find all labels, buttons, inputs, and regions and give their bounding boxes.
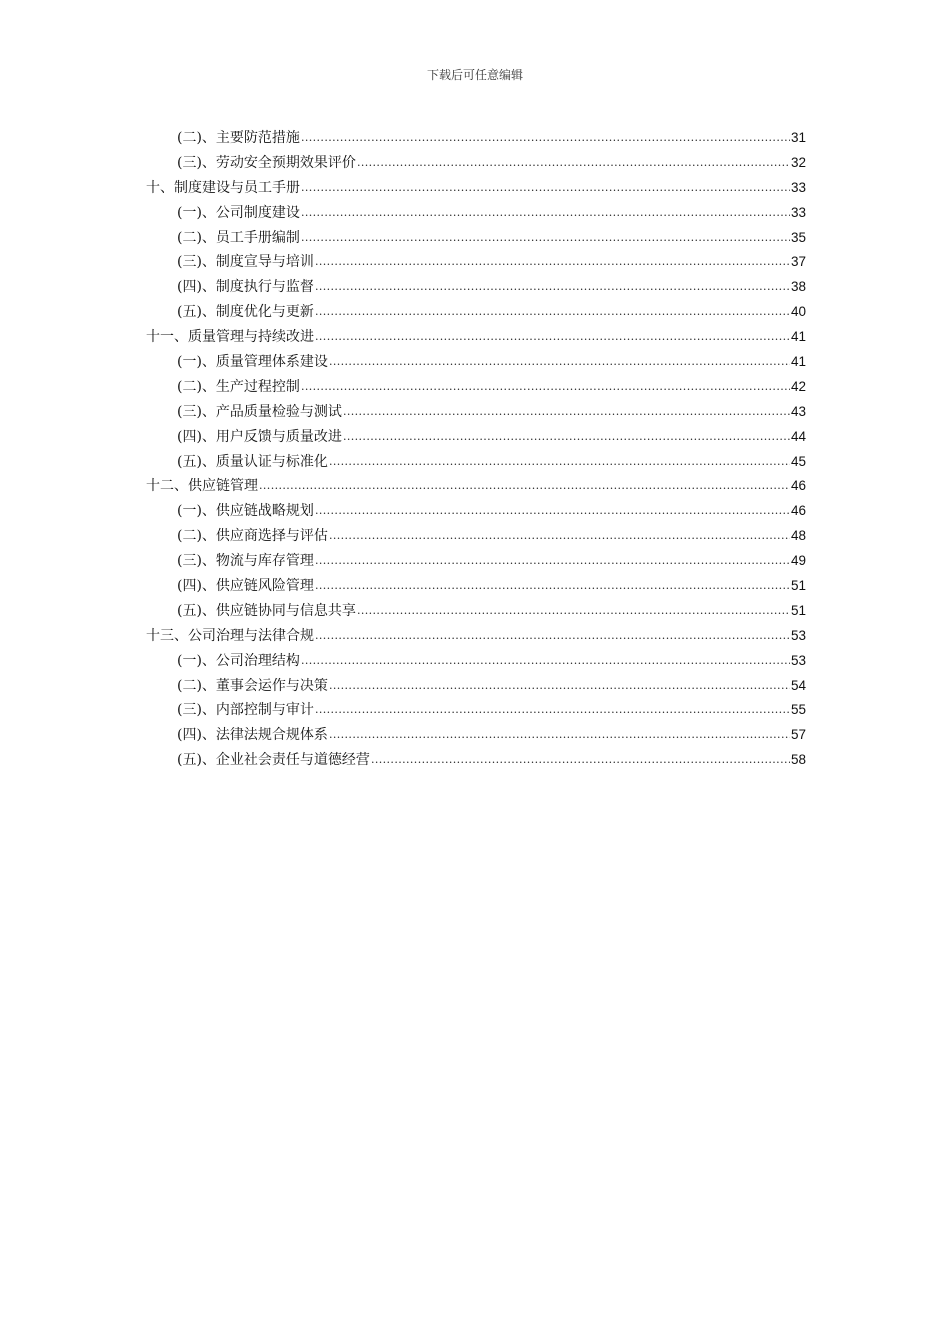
toc-entry-page-number: 38 — [790, 279, 806, 295]
toc-entry[interactable] — [146, 723, 806, 748]
toc-entry[interactable] — [146, 624, 806, 649]
toc-entry[interactable] — [146, 698, 806, 723]
toc-entry[interactable] — [146, 275, 806, 300]
toc-entry-label: (一)、公司治理结构 — [177, 652, 300, 669]
toc-dot-leader — [315, 548, 790, 574]
toc-dot-leader — [301, 225, 790, 251]
toc-entry-label: (二)、主要防范措施 — [177, 130, 300, 146]
toc-entry-page-number: 53 — [790, 652, 806, 668]
toc-entry-label: (五)、企业社会责任与道德经营 — [177, 752, 370, 769]
toc-entry[interactable] — [146, 151, 806, 176]
toc-entry-page-number: 31 — [790, 130, 806, 145]
toc-dot-leader — [329, 673, 790, 699]
toc-dot-leader — [357, 150, 790, 176]
toc-entry-label: (一)、供应链战略规划 — [177, 503, 314, 520]
toc-entry-page-number: 32 — [790, 154, 806, 170]
toc-entry[interactable] — [146, 574, 806, 599]
toc-dot-leader — [315, 623, 790, 649]
toc-entry[interactable] — [146, 549, 806, 574]
toc-dot-leader — [301, 125, 790, 151]
toc-entry[interactable] — [146, 499, 806, 524]
toc-entry[interactable] — [146, 300, 806, 325]
toc-entry-page-number: 33 — [790, 179, 806, 195]
toc-entry-label: (二)、员工手册编制 — [177, 229, 300, 246]
toc-entry-label: (二)、生产过程控制 — [177, 378, 300, 395]
toc-entry[interactable] — [146, 674, 806, 699]
toc-entry-page-number: 43 — [790, 403, 806, 419]
toc-entry-page-number: 46 — [790, 503, 806, 519]
toc-entry-label: (三)、制度宣导与培训 — [177, 254, 314, 271]
table-of-contents — [146, 126, 806, 773]
toc-entry[interactable] — [146, 599, 806, 624]
toc-dot-leader — [371, 747, 790, 773]
toc-entry[interactable] — [146, 450, 806, 475]
toc-entry[interactable] — [146, 250, 806, 275]
toc-entry-label: 十一、质量管理与持续改进 — [146, 329, 314, 346]
toc-entry-page-number: 33 — [790, 204, 806, 220]
toc-entry[interactable] — [146, 375, 806, 400]
toc-entry-page-number: 48 — [790, 528, 806, 544]
toc-entry[interactable] — [146, 649, 806, 674]
toc-dot-leader — [315, 573, 790, 599]
toc-entry[interactable] — [146, 126, 806, 151]
toc-entry-label: (一)、公司制度建设 — [177, 204, 300, 221]
toc-dot-leader — [357, 598, 790, 624]
toc-entry-label: (三)、物流与库存管理 — [177, 553, 314, 570]
toc-entry-label: 十、制度建设与员工手册 — [146, 179, 300, 196]
toc-dot-leader — [329, 449, 790, 475]
toc-dot-leader — [259, 473, 790, 499]
toc-entry-label: (五)、制度优化与更新 — [177, 304, 314, 321]
toc-entry-page-number: 51 — [790, 602, 806, 618]
toc-dot-leader — [301, 374, 790, 400]
toc-entry-label: 十三、公司治理与法律合规 — [146, 627, 314, 644]
toc-dot-leader — [315, 324, 790, 350]
toc-entry[interactable] — [146, 400, 806, 425]
toc-dot-leader — [315, 274, 790, 300]
toc-entry-page-number: 41 — [790, 354, 806, 370]
toc-entry[interactable] — [146, 524, 806, 549]
toc-entry-page-number: 51 — [790, 578, 806, 594]
toc-entry-label: (二)、供应商选择与评估 — [177, 528, 328, 545]
toc-entry-label: (四)、制度执行与监督 — [177, 279, 314, 296]
toc-entry-label: (二)、董事会运作与决策 — [177, 677, 328, 694]
toc-entry[interactable] — [146, 325, 806, 350]
toc-entry[interactable] — [146, 748, 806, 773]
toc-dot-leader — [329, 722, 790, 748]
toc-dot-leader — [315, 249, 790, 275]
toc-dot-leader — [301, 175, 790, 201]
toc-entry[interactable] — [146, 226, 806, 251]
toc-dot-leader — [329, 523, 790, 549]
toc-entry-page-number: 55 — [790, 702, 806, 718]
toc-dot-leader — [301, 200, 790, 226]
toc-entry[interactable] — [146, 350, 806, 375]
toc-entry-page-number: 41 — [790, 329, 806, 345]
toc-entry-label: 十二、供应链管理 — [146, 478, 258, 495]
toc-entry-label: (五)、供应链协同与信息共享 — [177, 602, 356, 619]
toc-entry-label: (四)、法律法规合规体系 — [177, 727, 328, 744]
toc-entry-label: (一)、质量管理体系建设 — [177, 354, 328, 371]
toc-dot-leader — [315, 697, 790, 723]
toc-entry-label: (三)、内部控制与审计 — [177, 702, 314, 719]
toc-dot-leader — [343, 424, 790, 450]
toc-entry-page-number: 49 — [790, 553, 806, 569]
toc-dot-leader — [315, 498, 790, 524]
toc-entry-page-number: 58 — [790, 752, 806, 768]
toc-entry-page-number: 54 — [790, 677, 806, 693]
toc-dot-leader — [329, 349, 790, 375]
toc-entry[interactable] — [146, 425, 806, 450]
toc-entry-page-number: 35 — [790, 229, 806, 245]
page-header-note: 下载后可任意编辑 — [426, 68, 523, 82]
toc-entry-label: (四)、供应链风险管理 — [177, 578, 314, 595]
toc-entry[interactable] — [146, 176, 806, 201]
toc-entry-label: (三)、产品质量检验与测试 — [177, 403, 342, 420]
toc-dot-leader — [343, 399, 790, 425]
toc-dot-leader — [315, 299, 790, 325]
toc-entry-page-number: 53 — [790, 627, 806, 643]
toc-entry-page-number: 37 — [790, 254, 806, 270]
toc-entry-page-number: 57 — [790, 727, 806, 743]
toc-entry[interactable] — [146, 201, 806, 226]
toc-entry[interactable] — [146, 474, 806, 499]
toc-dot-leader — [301, 648, 790, 674]
toc-entry-page-number: 40 — [790, 304, 806, 320]
toc-entry-label: (三)、劳动安全预期效果评价 — [177, 154, 356, 171]
toc-entry-label: (四)、用户反馈与质量改进 — [177, 428, 342, 445]
toc-entry-page-number: 42 — [790, 378, 806, 394]
toc-entry-label: (五)、质量认证与标准化 — [177, 453, 328, 470]
toc-entry-page-number: 45 — [790, 453, 806, 469]
toc-entry-page-number: 44 — [790, 428, 806, 444]
toc-entry-page-number: 46 — [790, 478, 806, 494]
